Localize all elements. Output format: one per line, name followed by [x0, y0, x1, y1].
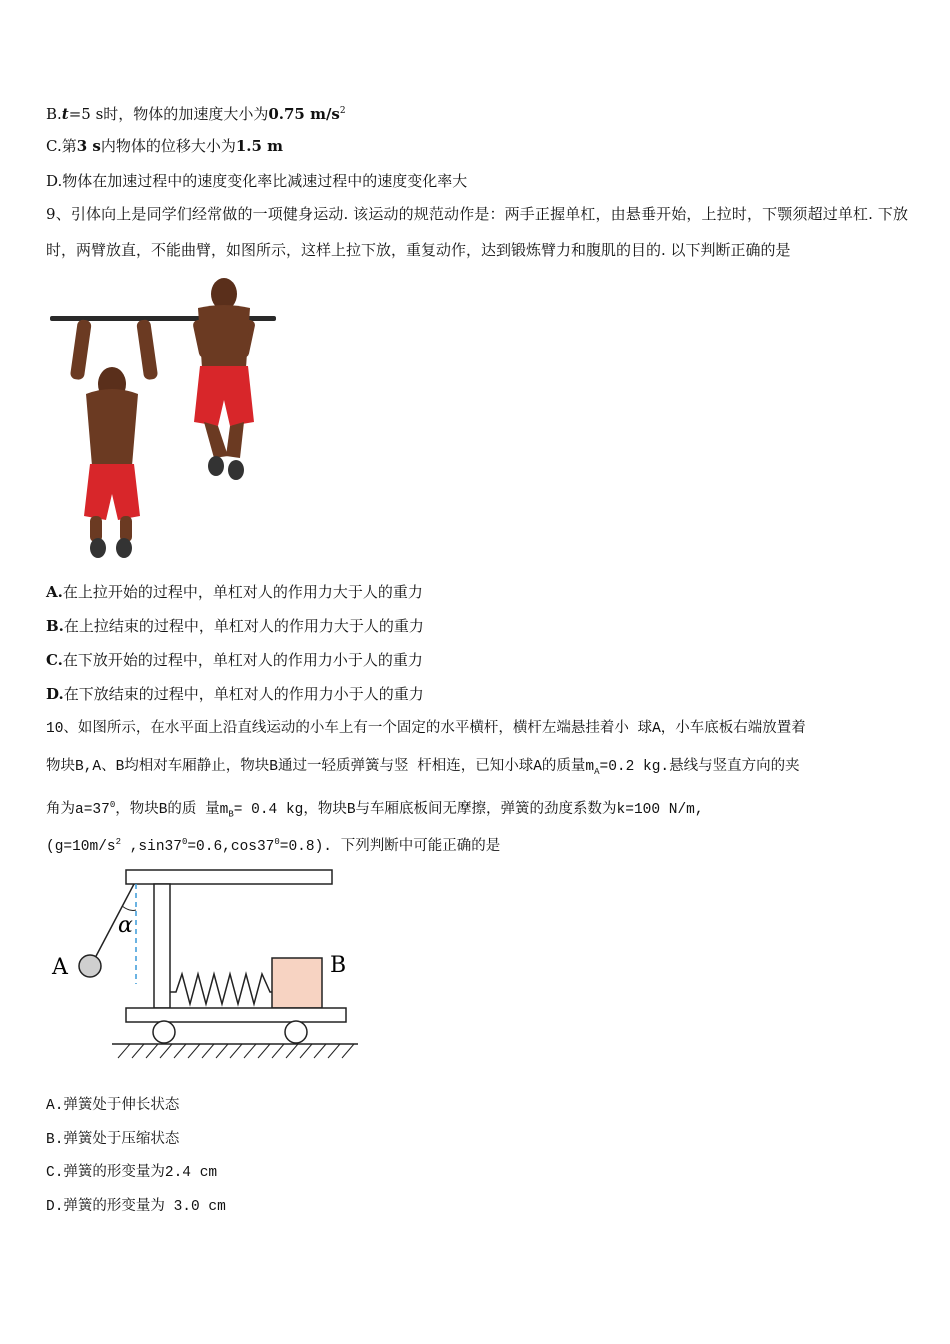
q10-stem-line1: 10、如图所示，在水平面上沿直线运动的小车上有一个固定的水平横杆，横杆左端悬挂着小 球A，小车底板右端放置着	[46, 721, 806, 737]
q9-option-a: A.在上拉开始的过程中，单杠对人的作用力大于人的重力	[46, 583, 423, 601]
block-b	[272, 958, 322, 1008]
block-label: B	[330, 953, 347, 978]
q10-option-d: D.弹簧的形变量为 3.0 cm	[46, 1199, 226, 1215]
q9-option-d: D.在下放结束的过程中，单杠对人的作用力小于人的重力	[46, 685, 424, 703]
hanging-man-figure	[70, 319, 159, 558]
q9-stem: 9、引体向上是同学们经常做的一项健身运动. 该运动的规范动作是：两手正握单杠，由悬垂开始，上拉时，下颚须超过单杠. 下放时，两臂放直，不能曲臂，如图所示，这样上拉下放，重复动作，达到锻炼臂力和腹肌的目的. 以下判断正确的是	[46, 205, 908, 259]
angle-label: α	[118, 913, 133, 938]
q10-option-b: B.弹簧处于压缩状态	[46, 1132, 180, 1148]
q10-stem-line2: 物块B,A、B均相对车厢静止，物块B通过一轻质弹簧与竖 杆相连，已知小球A的质量$m_A=0.2$ kg.悬线与竖直方向的夹	[46, 759, 800, 777]
q10-option-c: C.弹簧的形变量为2.4 cm	[46, 1165, 218, 1181]
q10-option-a: A.弹簧处于伸长状态	[46, 1098, 180, 1114]
q8-option-d: D.物体在加速过程中的速度变化率比减速过程中的速度变化率大	[46, 172, 468, 190]
q10-stem-line3: 角为$a=37^0$，物块B的质 量$m_B= 0.4$ kg，物块B与车厢底板间无摩擦，弹簧的劲度系数为k=100 N/m,	[46, 800, 704, 820]
pulled-up-man-figure	[192, 278, 256, 480]
q9-option-b: B.在上拉结束的过程中，单杠对人的作用力大于人的重力	[46, 617, 424, 635]
ball-a	[79, 955, 101, 977]
pullup-figure	[46, 276, 281, 571]
spring	[170, 974, 272, 1004]
q8-option-c: C.第3 s内物体的位移大小为1.5 m	[46, 137, 284, 155]
q9-option-c: C.在下放开始的过程中，单杠对人的作用力小于人的重力	[46, 651, 423, 669]
q10-stem-line4: ($g=10m/s^2$ $,\sin 37^0=0.6,\cos 37^0=0.8$). 下列判断中可能正确的是	[46, 837, 501, 855]
ball-label: A	[52, 955, 68, 980]
cart-diagram	[46, 866, 366, 1066]
q8-option-b: B.t=5 s时，物体的加速度大小为0.75 $m/s^2$	[46, 105, 346, 123]
